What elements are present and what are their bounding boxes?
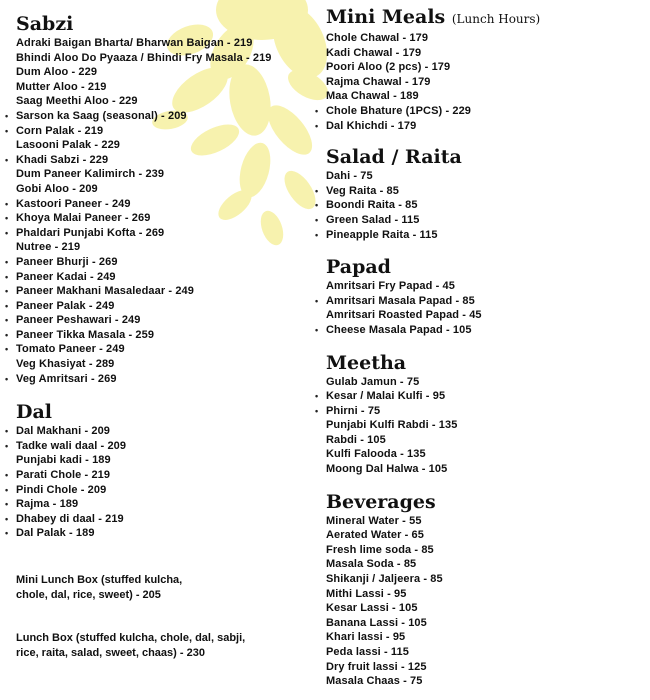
section-title-meetha: Meetha xyxy=(326,351,407,374)
mini-meals-title: Mini Meals xyxy=(326,6,446,28)
list-item: Bhindi Aloo Do Pyaaza / Bhindi Fry Masala - 219 xyxy=(16,51,272,64)
lunch-box-note: Lunch Box (stuffed kulcha, chole, dal, sabji, rice, raita, salad, sweet, chaas) - 230 xyxy=(16,632,246,659)
list-item: Khari lassi - 95 xyxy=(326,631,406,644)
list-item: • Kesar / Malai Kulfi - 95 xyxy=(326,389,646,404)
list-item: • Paneer Tikka Masala - 259 xyxy=(16,328,306,343)
list-item: Gulab Jamun - 75 xyxy=(326,375,420,388)
beverages-section xyxy=(326,490,646,689)
list-item: Amritsari Roasted Papad - 45 xyxy=(326,309,482,322)
list-item: • Green Salad - 115 xyxy=(326,213,646,228)
list-item: • Paneer Kadai - 249 xyxy=(16,270,306,285)
mini-meals-section xyxy=(326,5,646,133)
mini-meals-list xyxy=(326,31,646,133)
list-item: Rabdi - 105 xyxy=(326,433,386,446)
list-item: Adraki Baigan Bharta/ Bharwan Baigan - 219 xyxy=(16,37,253,49)
list-item: Nutree - 219 xyxy=(16,241,81,254)
list-item: Kadi Chawal - 179 xyxy=(326,46,422,59)
section-title-beverages: Beverages xyxy=(326,490,436,513)
list-item: • Kastoori Paneer - 249 xyxy=(16,197,306,212)
list-item: • Veg Amritsari - 269 xyxy=(16,372,306,387)
list-item: • Phaldari Punjabi Kofta - 269 xyxy=(16,226,306,241)
list-item: • Paneer Palak - 249 xyxy=(16,299,306,314)
papad-section xyxy=(326,255,646,337)
list-item: • Tadke wali daal - 209 xyxy=(16,439,306,454)
list-item: • Boondi Raita - 85 xyxy=(326,198,646,213)
section-title-salad-raita: Salad / Raita xyxy=(326,146,462,169)
list-item: Mithi Lassi - 95 xyxy=(326,587,407,600)
list-item: Lasooni Palak - 229 xyxy=(16,139,120,152)
mini-meals-subtitle: (Lunch Hours) xyxy=(451,12,541,26)
list-item: • Pindi Chole - 209 xyxy=(16,483,306,498)
list-item: Banana Lassi - 105 xyxy=(326,616,427,629)
left-column xyxy=(16,0,306,660)
list-item: • Tomato Paneer - 249 xyxy=(16,342,306,357)
list-item: Peda lassi - 115 xyxy=(326,646,409,658)
list-item: Maa Chawal - 189 xyxy=(326,90,419,103)
list-item: • Rajma - 189 xyxy=(16,497,306,512)
list-item: Kulfi Falooda - 135 xyxy=(326,448,426,461)
meetha-section xyxy=(326,351,646,477)
papad-list xyxy=(326,279,646,337)
list-item: • Khadi Sabzi - 229 xyxy=(16,153,306,168)
mini-lunch-box-note: Mini Lunch Box (stuffed kulcha, chole, dal, rice, sweet) - 205 xyxy=(16,574,183,601)
list-item: Shikanji / Jaljeera - 85 xyxy=(326,573,443,586)
list-item: Veg Khasiyat - 289 xyxy=(16,358,115,371)
list-item: Punjabi Kulfi Rabdi - 135 xyxy=(326,419,458,432)
list-item: Fresh lime soda - 85 xyxy=(326,543,434,556)
section-title-dal: Dal xyxy=(16,401,53,424)
salad-raita-list xyxy=(326,169,646,242)
list-item: Mineral Water - 55 xyxy=(326,514,422,527)
sabzi-list xyxy=(16,36,306,386)
list-item: • Phirni - 75 xyxy=(326,404,646,419)
list-item: Gobi Aloo - 209 xyxy=(16,182,98,195)
list-item: Moong Dal Halwa - 105 xyxy=(326,463,448,476)
list-item: Masala Soda - 85 xyxy=(326,558,417,571)
list-item: • Dal Palak - 189 xyxy=(16,526,306,541)
list-item: • Dal Khichdi - 179 xyxy=(326,119,646,134)
list-item: Masala Chaas - 75 xyxy=(326,675,423,688)
section-title-papad: Papad xyxy=(326,256,391,279)
list-item: Amritsari Fry Papad - 45 xyxy=(326,280,455,293)
section-title-sabzi: Sabzi xyxy=(16,13,74,35)
sabzi-section xyxy=(16,12,306,386)
list-item: • Parati Chole - 219 xyxy=(16,468,306,483)
list-item: • Amritsari Masala Papad - 85 xyxy=(326,294,646,309)
meetha-list xyxy=(326,375,646,477)
list-item: Dry fruit lassi - 125 xyxy=(326,660,427,673)
list-item: • Dal Makhani - 209 xyxy=(16,424,306,439)
list-item: • Cheese Masala Papad - 105 xyxy=(326,323,646,338)
list-item: • Sarson ka Saag (seasonal) - 209 xyxy=(16,109,306,124)
list-item: Dahi - 75 xyxy=(326,170,373,183)
list-item: • Corn Palak - 219 xyxy=(16,124,306,139)
list-item: Dum Paneer Kalimirch - 239 xyxy=(16,168,165,181)
list-item: • Veg Raita - 85 xyxy=(326,184,646,199)
dal-section xyxy=(16,400,306,541)
list-item: Kesar Lassi - 105 xyxy=(326,602,418,615)
list-item: Mutter Aloo - 219 xyxy=(16,80,107,93)
list-item: Chole Chawal - 179 xyxy=(326,32,429,44)
list-item: • Paneer Peshawari - 249 xyxy=(16,313,306,328)
section-title-mini-meals xyxy=(326,5,646,31)
list-item: • Paneer Makhani Masaledaar - 249 xyxy=(16,284,306,299)
list-item: • Dhabey di daal - 219 xyxy=(16,512,306,527)
list-item: Punjabi kadi - 189 xyxy=(16,454,111,467)
list-item: Aerated Water - 65 xyxy=(326,529,424,542)
list-item: Dum Aloo - 229 xyxy=(16,66,98,79)
right-column xyxy=(326,0,646,689)
list-item: Rajma Chawal - 179 xyxy=(326,75,431,88)
dal-list xyxy=(16,424,306,541)
beverages-list xyxy=(326,514,646,689)
list-item: • Pineapple Raita - 115 xyxy=(326,228,646,243)
list-item: Poori Aloo (2 pcs) - 179 xyxy=(326,61,451,74)
list-item: • Khoya Malai Paneer - 269 xyxy=(16,211,306,226)
list-item: • Paneer Bhurji - 269 xyxy=(16,255,306,270)
salad-raita-section xyxy=(326,145,646,242)
list-item: Saag Meethi Aloo - 229 xyxy=(16,95,138,108)
list-item: • Chole Bhature (1PCS) - 229 xyxy=(326,104,646,119)
